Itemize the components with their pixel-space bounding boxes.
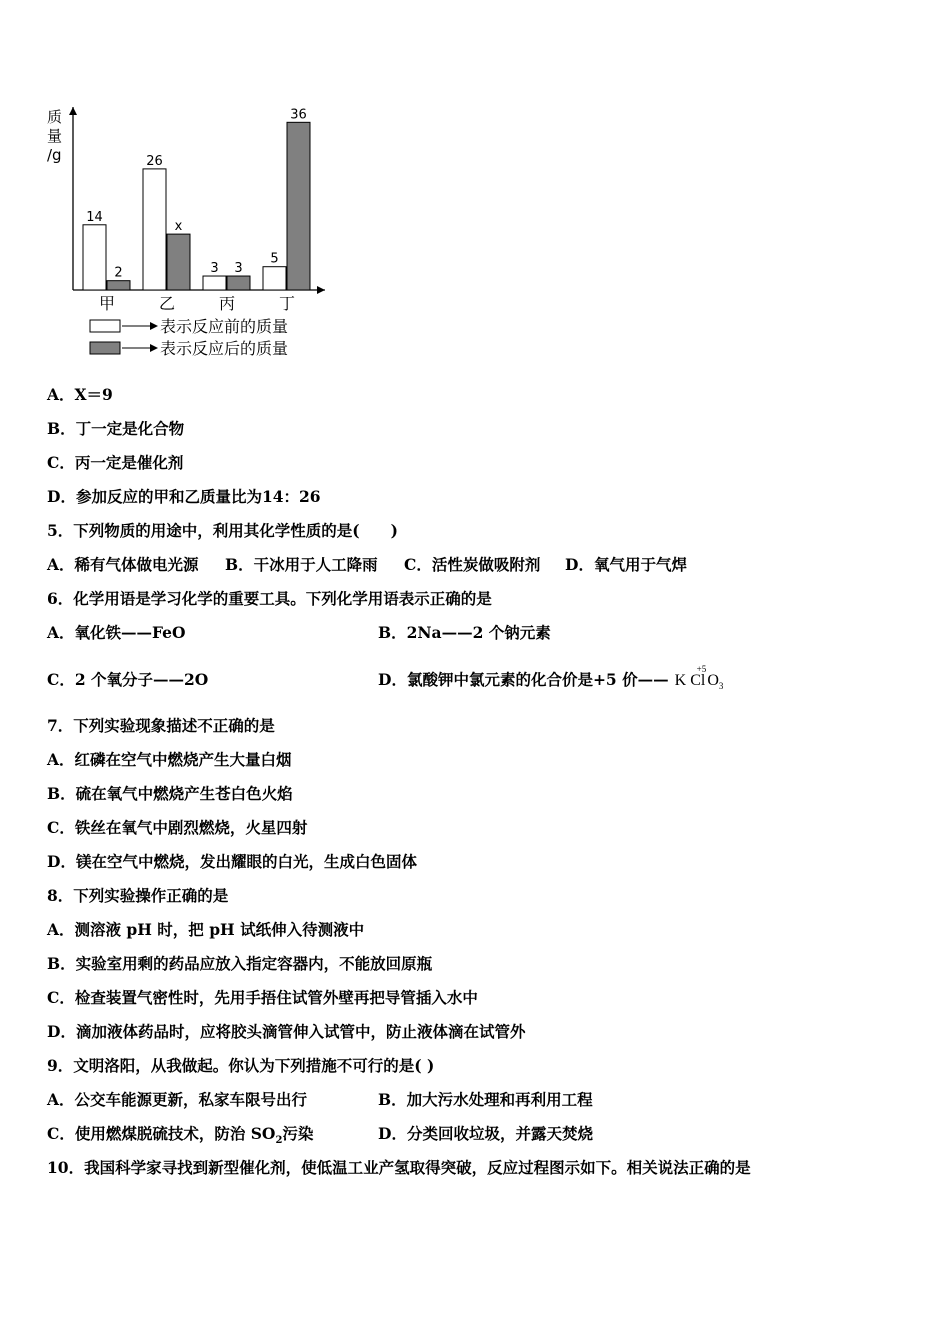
bar-value-label: 26 — [146, 153, 163, 169]
bar-before — [263, 267, 286, 290]
q7-option-c: C．铁丝在氧气中剧烈燃烧，火星四射 — [47, 818, 308, 837]
chlorine-valence: +5 — [696, 664, 707, 674]
kclo3-formula — [674, 664, 724, 696]
q7-stem: 7．下列实验现象描述不正确的是 — [47, 716, 275, 735]
bar-value-label: 14 — [86, 209, 103, 225]
x-tick-label: 甲 — [98, 294, 116, 313]
q6-option-c: C．2 个氧分子——2O — [47, 670, 209, 689]
y-axis-label: /g — [47, 146, 62, 164]
q10-stem: 10．我国科学家寻找到新型催化剂，使低温工业产氢取得突破，反应过程图示如下。相关说法正确的是 — [47, 1158, 751, 1177]
bar-before — [83, 225, 106, 290]
bar-after — [287, 122, 310, 290]
bar-value-label: 2 — [114, 265, 123, 281]
q7-option-a: A．红磷在空气中燃烧产生大量白烟 — [47, 750, 292, 769]
q5-option-d: D．氧气用于气焊 — [565, 555, 687, 574]
formula-k: K — [674, 672, 687, 689]
q8-option-d: D．滴加液体药品时，应将胶头滴管伸入试管中，防止液体滴在试管外 — [47, 1022, 526, 1041]
formula-o: O — [707, 672, 719, 689]
q5-option-c: C．活性炭做吸附剂 — [404, 555, 541, 574]
q5-option-a: A．稀有气体做电光源 — [47, 555, 199, 574]
q6-stem: 6．化学用语是学习化学的重要工具。下列化学用语表示正确的是 — [47, 589, 492, 608]
bar-value-label: 5 — [270, 251, 279, 267]
q9-option-d: D．分类回收垃圾，并露天焚烧 — [378, 1124, 593, 1143]
q8-stem: 8．下列实验操作正确的是 — [47, 886, 229, 905]
bar-before — [143, 169, 166, 290]
q5-option-b: B．干冰用于人工降雨 — [225, 555, 378, 574]
bar-value-label: 3 — [234, 261, 243, 277]
q8-option-c: C．检查装置气密性时，先用手捂住试管外壁再把导管插入水中 — [47, 988, 478, 1007]
so2-subscript: 2 — [275, 1135, 283, 1147]
bar-value-label: 3 — [210, 261, 219, 277]
q4-option-d: D．参加反应的甲和乙质量比为14：26 — [47, 487, 321, 506]
y-axis-label: 量 — [47, 127, 63, 145]
bar-after — [107, 281, 130, 290]
y-axis-arrow — [69, 107, 77, 115]
x-tick-label: 丙 — [218, 294, 236, 313]
bar-after — [167, 234, 190, 290]
x-tick-label: 乙 — [158, 294, 176, 313]
legend-swatch — [90, 320, 120, 332]
bar-before — [203, 276, 226, 290]
q8-option-a: A．测溶液 pH 时，把 pH 试纸伸入待测液中 — [47, 920, 365, 939]
bar-after — [227, 276, 250, 290]
q9-option-c-suffix: 污染 — [282, 1124, 314, 1143]
q4-option-a: A．X＝9 — [47, 385, 113, 404]
q7-option-d: D．镁在空气中燃烧，发出耀眼的白光，生成白色固体 — [47, 852, 417, 871]
q9-option-c-text: C．使用燃煤脱硫技术，防治 SO — [47, 1124, 276, 1143]
legend-arrow-head — [150, 322, 158, 330]
x-tick-label: 丁 — [278, 294, 296, 313]
q4-option-c: C．丙一定是催化剂 — [47, 453, 184, 472]
q9-option-c — [47, 1124, 313, 1151]
formula-subscript: 3 — [718, 681, 724, 692]
bar-value-label: 36 — [290, 107, 307, 123]
mass-bar-chart — [40, 95, 340, 375]
q8-option-b: B．实验室用剩的药品应放入指定容器内，不能放回原瓶 — [47, 954, 433, 973]
legend-label: 表示反应后的质量 — [160, 339, 289, 358]
formula-cl: Cl — [690, 672, 706, 689]
q6-option-b: B．2Na——2 个钠元素 — [378, 623, 551, 642]
q5-stem: 5．下列物质的用途中，利用其化学性质的是( ) — [47, 521, 398, 540]
x-axis-arrow — [317, 286, 325, 294]
bar-value-label: x — [174, 219, 183, 235]
q6-option-d-text: D．氯酸钾中氯元素的化合价是+5 价—— — [378, 670, 669, 689]
q9-option-b: B．加大污水处理和再利用工程 — [378, 1090, 593, 1109]
q6-option-d — [378, 664, 724, 696]
q4-option-b: B．丁一定是化合物 — [47, 419, 185, 438]
q6-option-a: A．氧化铁——FeO — [47, 623, 186, 642]
y-axis-label: 质 — [47, 108, 63, 126]
legend-arrow-head — [150, 344, 158, 352]
chart-legend — [90, 317, 288, 358]
legend-swatch — [90, 342, 120, 354]
q9-stem: 9．文明洛阳，从我做起。你认为下列措施不可行的是( ) — [47, 1056, 435, 1075]
q7-option-b: B．硫在氧气中燃烧产生苍白色火焰 — [47, 784, 293, 803]
legend-label: 表示反应前的质量 — [160, 317, 289, 336]
q9-option-a: A．公交车能源更新，私家车限号出行 — [47, 1090, 308, 1109]
